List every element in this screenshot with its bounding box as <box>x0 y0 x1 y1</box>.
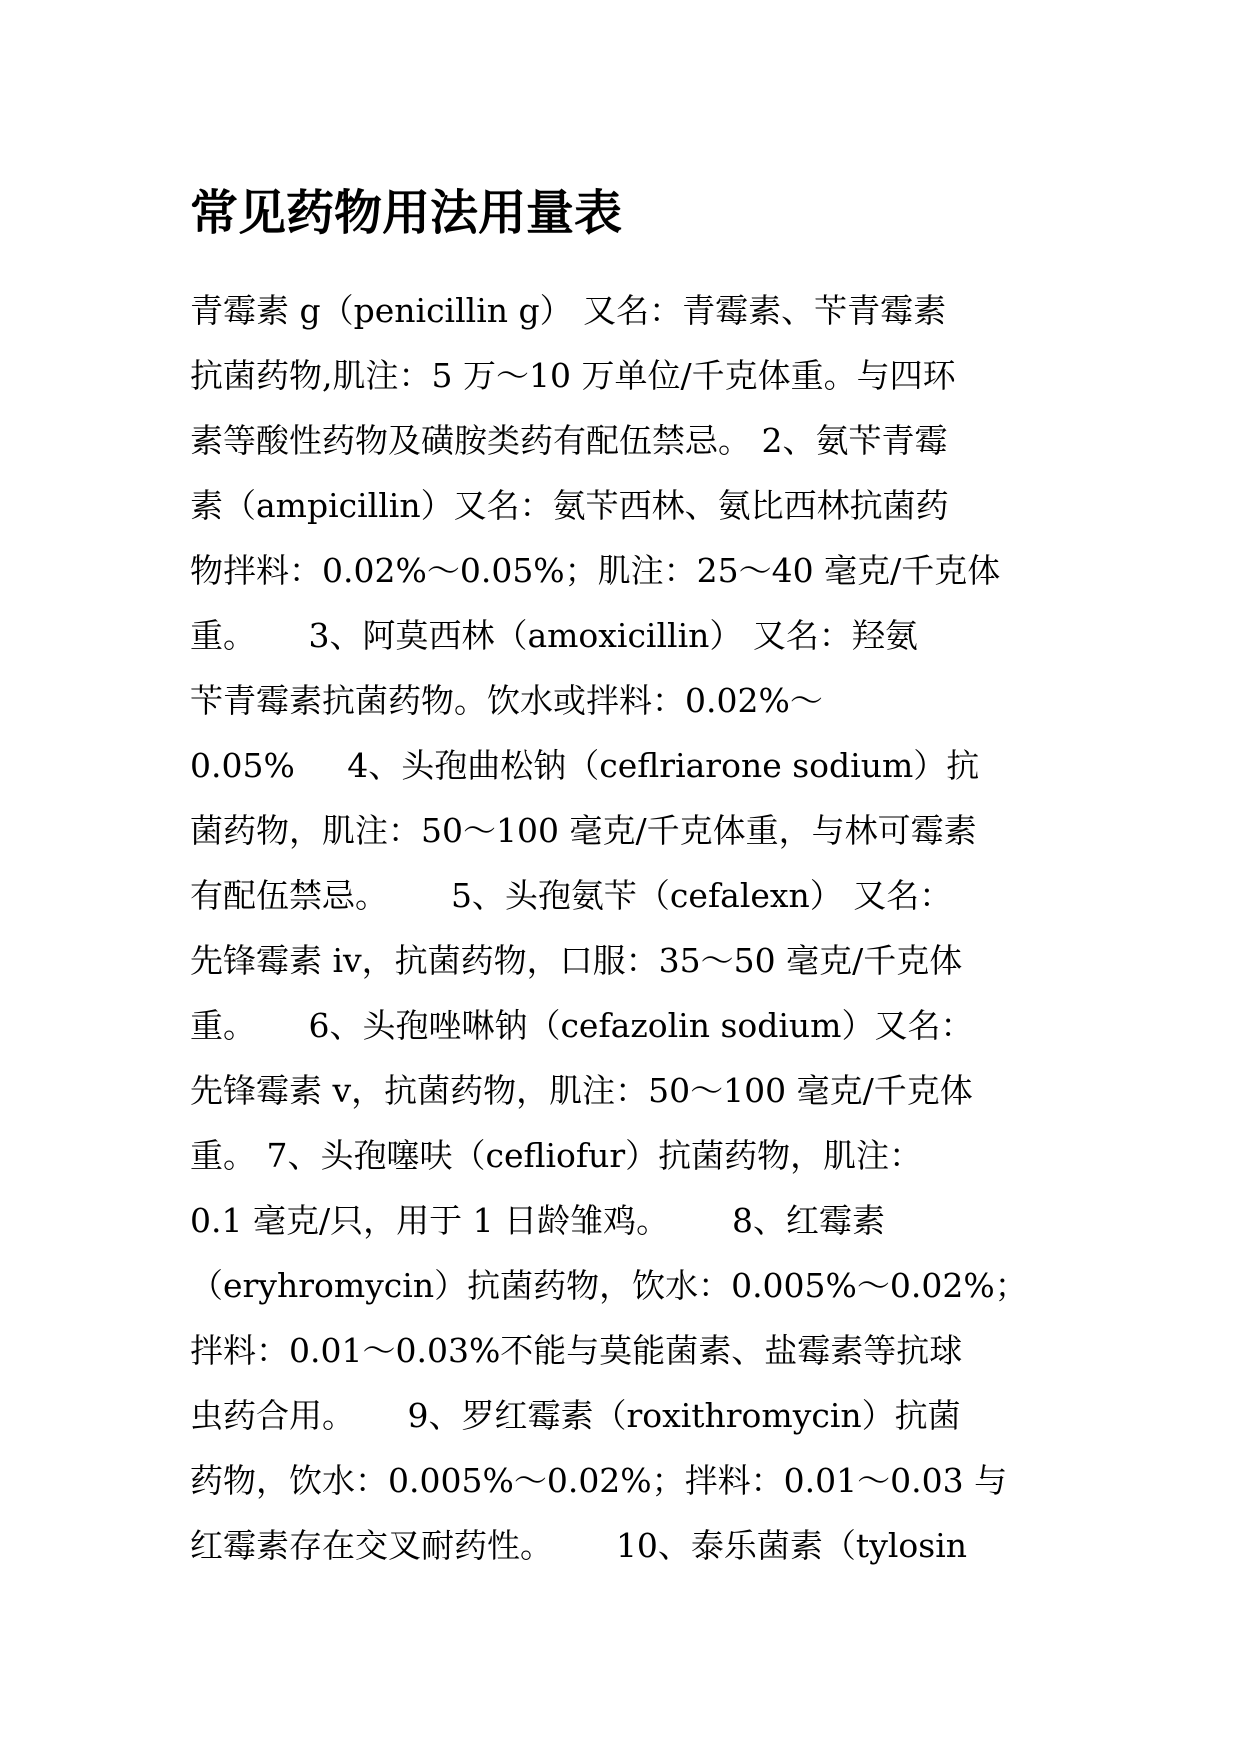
text-line: 重。 7、头孢噻呋（cefliofur）抗菌药物，肌注： <box>190 1136 923 1175</box>
text-line: 物拌料：0.02%～0.05%；肌注：25～40 毫克/千克体 <box>190 551 1001 590</box>
text-line: 素等酸性药物及磺胺类药有配伍禁忌。 2、氨苄青霉 <box>190 421 948 460</box>
text-line: 先锋霉素 v，抗菌药物，肌注：50～100 毫克/千克体 <box>190 1071 973 1110</box>
text-line: 药物，饮水：0.005%～0.02%；拌料：0.01～0.03 与 <box>190 1461 1008 1500</box>
text-line: （eryhromycin）抗菌药物，饮水：0.005%～0.02%； <box>190 1266 1028 1305</box>
text-line: 苄青霉素抗菌药物。饮水或拌料：0.02%～ <box>190 681 823 720</box>
text-line: 红霉素存在交叉耐药性。 10、泰乐菌素（tylosin <box>190 1526 967 1565</box>
text-line: 抗菌药物,肌注：5 万～10 万单位/千克体重。与四环 <box>190 356 956 395</box>
text-line: 虫药合用。 9、罗红霉素（roxithromycin）抗菌 <box>190 1396 961 1435</box>
text-line: 先锋霉素 iv，抗菌药物，口服：35～50 毫克/千克体 <box>190 941 963 980</box>
text-line: 青霉素 g（penicillin g） 又名：青霉素、苄青霉素 <box>190 291 947 330</box>
text-line: 重。 3、阿莫西林（amoxicillin） 又名：羟氨 <box>190 616 918 655</box>
document-title: 常见药物用法用量表 <box>190 185 623 241</box>
text-line: 有配伍禁忌。 5、头孢氨苄（cefalexn） 又名： <box>190 876 953 915</box>
text-line: 0.05% 4、头孢曲松钠（ceflriarone sodium）抗 <box>190 746 980 785</box>
document-body <box>190 278 1060 1578</box>
text-line: 重。 6、头孢唑啉钠（cefazolin sodium）又名： <box>190 1006 974 1045</box>
text-line: 0.1 毫克/只，用于 1 日龄雏鸡。 8、红霉素 <box>190 1201 885 1240</box>
text-line: 拌料：0.01～0.03%不能与莫能菌素、盐霉素等抗球 <box>190 1331 963 1370</box>
text-line: 菌药物，肌注：50～100 毫克/千克体重，与林可霉素 <box>190 811 977 850</box>
text-line: 素（ampicillin）又名：氨苄西林、氨比西林抗菌药 <box>190 486 949 525</box>
